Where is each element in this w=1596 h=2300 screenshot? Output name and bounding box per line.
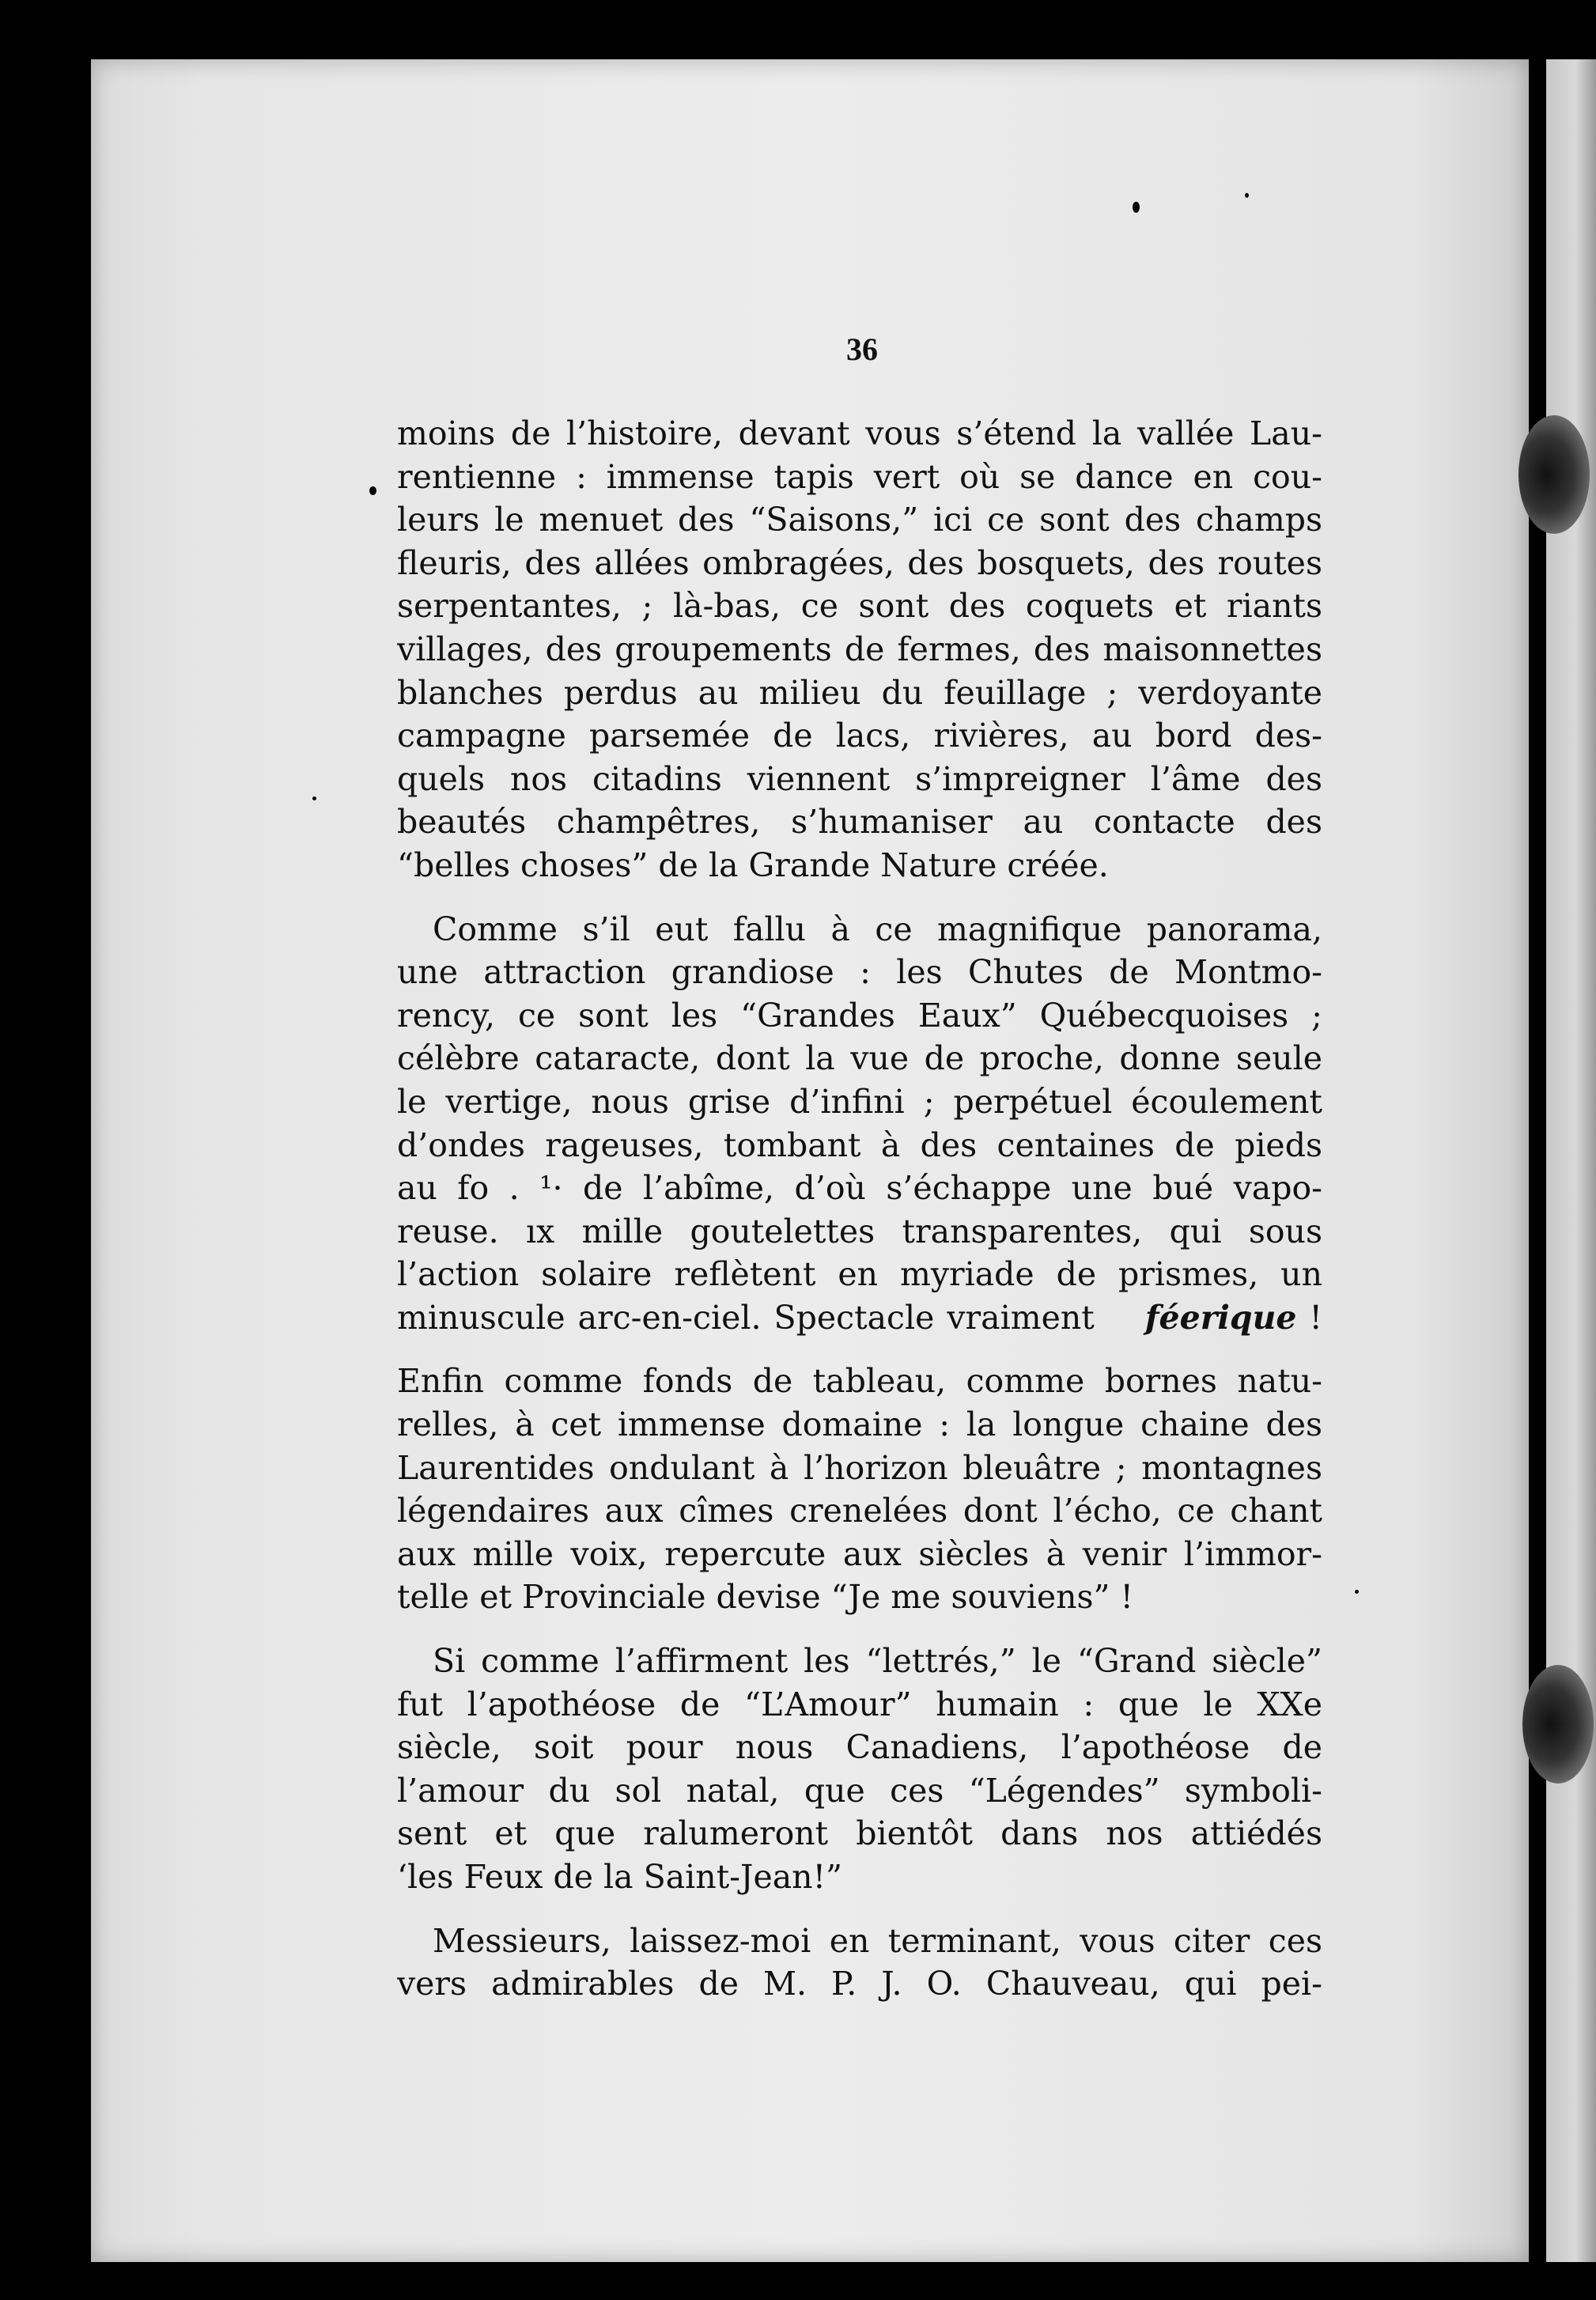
text-line: Si comme l’affirment les “lettrés,” le “Grand siècle” bbox=[433, 1642, 1322, 1681]
scan-speck bbox=[1341, 24, 1344, 28]
text-line: ‘les Feux de la Saint-Jean!” bbox=[397, 1858, 843, 1896]
text-line: rency, ce sont les “Grandes Eaux” Québecquoises ; bbox=[397, 996, 1322, 1035]
page-number: 36 bbox=[846, 331, 878, 367]
text-line: l’amour du sol natal, que ces “Légendes” symboli- bbox=[397, 1771, 1322, 1810]
paragraph-1 bbox=[397, 412, 1322, 887]
text-line: d’ondes rageuses, tombant à des centaines de pieds bbox=[397, 1125, 1322, 1164]
scan-speck bbox=[1245, 193, 1249, 198]
text-line: sent et que ralumeront bientôt dans nos attiédés bbox=[397, 1814, 1322, 1853]
scan-speck bbox=[1133, 202, 1140, 213]
body-text bbox=[397, 412, 1322, 2026]
paragraph-3 bbox=[397, 1360, 1322, 1619]
text-line: le vertige, nous grise d’infini ; perpétuel écoulement bbox=[397, 1082, 1322, 1121]
text-line: relles, à cet immense domaine : la longue chaine des bbox=[397, 1405, 1322, 1444]
emphasis-word: féerique bbox=[1144, 1298, 1297, 1337]
text-line: campagne parsemée de lacs, rivières, au bord des- bbox=[397, 717, 1322, 755]
text-line: rentienne : immense tapis vert où se dance en cou- bbox=[397, 457, 1322, 496]
text-line: fut l’apothéose de “L’Amour” humain : que le XXe bbox=[397, 1685, 1322, 1723]
paragraph-5 bbox=[397, 1920, 1322, 2006]
text-line: Laurentides ondulant à l’horizon bleuâtre ; montagnes bbox=[397, 1448, 1322, 1487]
text-line: quels nos citadins viennent s’impreigner l’âme des bbox=[397, 759, 1322, 798]
text-line: villages, des groupements de fermes, des maisonnettes bbox=[397, 630, 1322, 668]
text-line: serpentantes, ; là-bas, ce sont des coquets et riants bbox=[397, 587, 1322, 626]
scan-speck bbox=[312, 796, 316, 800]
adjacent-page-strip bbox=[1546, 59, 1596, 2262]
text-line: blanches perdus au milieu du feuillage ; verdoyante bbox=[397, 673, 1322, 712]
text-line: Enfin comme fonds de tableau, comme bornes natu- bbox=[397, 1362, 1322, 1401]
binding-hole-top bbox=[1518, 415, 1590, 534]
text-line-with-emphasis bbox=[397, 1296, 1322, 1340]
text-line: telle et Provinciale devise “Je me souviens” ! bbox=[397, 1578, 1134, 1617]
text-line: l’action solaire reflètent en myriade de prismes, un bbox=[397, 1255, 1322, 1294]
text-line: Messieurs, laissez-moi en terminant, vous citer ces bbox=[433, 1921, 1322, 1960]
scan-speck bbox=[1355, 1590, 1359, 1594]
text-fragment: minuscule arc-en-ciel. Spectacle vraiment bbox=[397, 1298, 1095, 1337]
text-line: une attraction grandiose : les Chutes de Montmo- bbox=[397, 953, 1322, 992]
text-line: légendaires aux cîmes crenelées dont l’écho, ce chant bbox=[397, 1492, 1322, 1530]
text-line: aux mille voix, repercute aux siècles à venir l’immor- bbox=[397, 1534, 1322, 1573]
text-line: moins de l’histoire, devant vous s’étend la vallée Lau- bbox=[397, 414, 1322, 452]
text-line: célèbre cataracte, dont la vue de proche, donne seule bbox=[397, 1039, 1322, 1078]
paragraph-2 bbox=[397, 908, 1322, 1340]
paragraph-4 bbox=[397, 1640, 1322, 1899]
text-line: siècle, soit pour nous Canadiens, l’apothéose de bbox=[397, 1728, 1322, 1767]
scan-speck bbox=[369, 486, 376, 495]
binding-hole-bottom bbox=[1522, 1665, 1594, 1784]
text-line: au fo . ¹· de l’abîme, d’où s’échappe une bué vapo- bbox=[397, 1169, 1322, 1208]
text-line: leurs le menuet des “Saisons,” ici ce sont des champs bbox=[397, 501, 1322, 539]
text-line: reuse. ıx mille goutelettes transparentes, qui sous bbox=[397, 1212, 1322, 1250]
text-line: fleuris, des allées ombragées, des bosquets, des routes bbox=[397, 543, 1322, 582]
text-fragment: ! bbox=[1296, 1298, 1322, 1337]
text-line: vers admirables de M. P. J. O. Chauveau, qui pei- bbox=[397, 1965, 1322, 2003]
text-line: beautés champêtres, s’humaniser au contacte des bbox=[397, 803, 1322, 842]
text-line: “belles choses” de la Grande Nature créée. bbox=[397, 845, 1109, 884]
text-line: Comme s’il eut fallu à ce magnifique panorama, bbox=[433, 910, 1322, 948]
page-binding-edge bbox=[1530, 59, 1546, 2262]
